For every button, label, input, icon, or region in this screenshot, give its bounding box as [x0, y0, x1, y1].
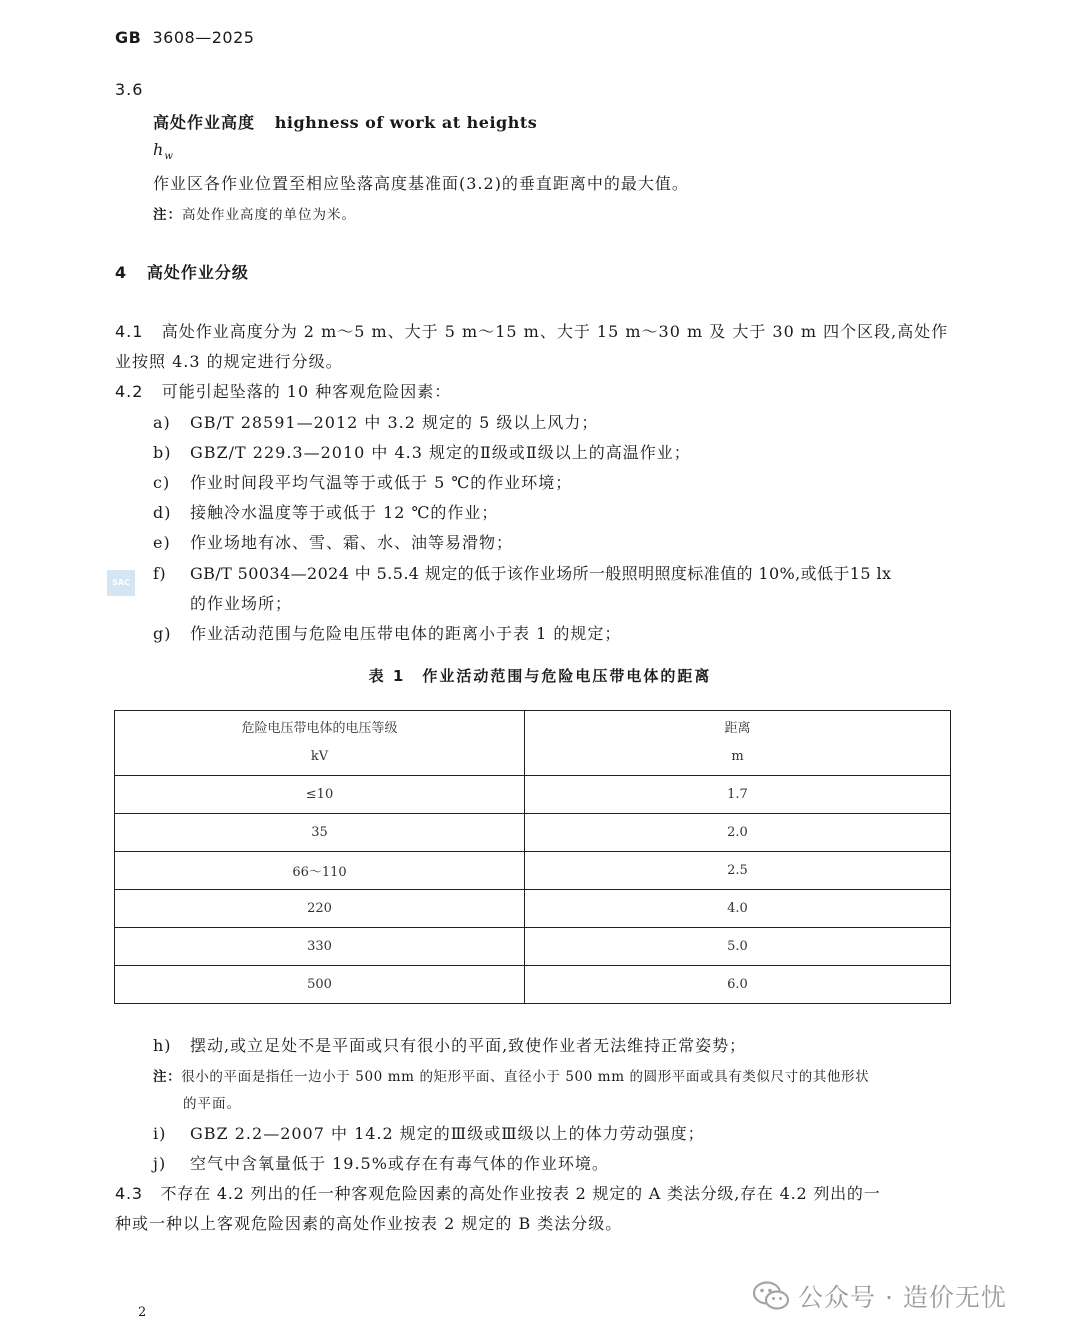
term-symbol: $h_w$ — [153, 140, 174, 163]
table-cell-distance: 6.0 — [525, 966, 951, 1004]
table-header-voltage: 危险电压带电体的电压等级 kV — [115, 711, 525, 776]
list-item-h: h) 摆动,或立足处不是平面或只有很小的平面,致使作业者无法维持正常姿势； — [153, 1036, 747, 1055]
table-row — [115, 966, 951, 1004]
table-cell-voltage: 35 — [115, 814, 525, 852]
table-cell-distance: 4.0 — [525, 890, 951, 928]
list-item-f-cont: 的作业场所； — [190, 594, 293, 613]
list-item-f: f) GB/T 50034—2024 中 5.5.4 规定的低于该作业场所一般照明照度标准值的 10%,或低于15 lx — [153, 564, 892, 583]
term-note: 注：高处作业高度的单位为米。 — [153, 207, 356, 223]
list-item-c: c) 作业时间段平均气温等于或低于 5 ℃的作业环境； — [153, 473, 573, 492]
table-row — [115, 852, 951, 890]
table-cell-voltage: 500 — [115, 966, 525, 1004]
table-cell-voltage: 330 — [115, 928, 525, 966]
item-h-note: 注：很小的平面是指任一边小于 500 mm 的矩形平面、直径小于 500 mm 的圆形平面或具有类似尺寸的其他形状 — [153, 1069, 870, 1085]
standard-number: GB 3608—2025 — [115, 28, 255, 47]
page-number: 2 — [138, 1305, 147, 1320]
table-cell-distance: 5.0 — [525, 928, 951, 966]
table-row — [115, 814, 951, 852]
wechat-icon — [752, 1280, 790, 1312]
table-cell-voltage: ≤10 — [115, 776, 525, 814]
term-en: highness of work at heights — [274, 113, 538, 132]
table-cell-distance: 2.0 — [525, 814, 951, 852]
table-row — [115, 776, 951, 814]
table-cell-distance: 1.7 — [525, 776, 951, 814]
clause-3-6-number: 3.6 — [115, 80, 144, 99]
term-definition: 作业区各作业位置至相应坠落高度基准面(3.2)的垂直距离中的最大值。 — [153, 174, 689, 193]
table-cell-voltage: 66～110 — [115, 852, 525, 890]
list-item-g: g) 作业活动范围与危险电压带电体的距离小于表 1 的规定； — [153, 624, 622, 643]
list-item-j: j) 空气中含氧量低于 19.5%或存在有毒气体的作业环境。 — [153, 1154, 609, 1173]
list-item-d: d) 接触冷水温度等于或低于 12 ℃的作业； — [153, 503, 499, 522]
table-caption: 表 1 作业活动范围与危险电压带电体的距离 — [368, 667, 712, 685]
clause-4-2-intro: 4.2 可能引起坠落的 10 种客观危险因素： — [115, 382, 452, 401]
table-row — [115, 890, 951, 928]
table-row — [115, 928, 951, 966]
term-heading — [153, 110, 537, 133]
clause-4-1-line2: 业按照 4.3 的规定进行分级。 — [115, 352, 343, 371]
clause-4-1-line1: 4.1 高处作业高度分为 2 m～5 m、大于 5 m～15 m、大于 15 m～30 m 及 大于 30 m 四个区段,高处作 — [115, 322, 949, 341]
wechat-watermark — [752, 1278, 1007, 1314]
table-header-distance: 距离 m — [525, 711, 951, 776]
clause-4-3-line1: 4.3 不存在 4.2 列出的任一种客观危险因素的高处作业按表 2 规定的 A 类法分级,存在 4.2 列出的一 — [115, 1184, 881, 1203]
table-cell-voltage: 220 — [115, 890, 525, 928]
list-item-a: a) GB/T 28591—2012 中 3.2 规定的 5 级以上风力； — [153, 413, 599, 432]
term-zh: 高处作业高度 — [153, 113, 256, 132]
item-h-note-cont: 的平面。 — [183, 1096, 241, 1112]
list-item-b: b) GBZ/T 229.3—2010 中 4.3 规定的Ⅱ级或Ⅱ级以上的高温作业； — [153, 443, 691, 462]
section-4-heading: 4 高处作业分级 — [115, 263, 249, 282]
clause-4-3-line2: 种或一种以上客观危险因素的高处作业按表 2 规定的 B 类法分级。 — [115, 1214, 623, 1233]
sac-logo-watermark: SAC — [107, 570, 135, 596]
watermark-text: 公众号 · 造价无忧 — [798, 1283, 1007, 1312]
table-header-row — [115, 711, 951, 776]
voltage-distance-table — [114, 710, 951, 1004]
table-cell-distance: 2.5 — [525, 852, 951, 890]
list-item-e: e) 作业场地有冰、雪、霜、水、油等易滑物； — [153, 533, 514, 552]
list-item-i: i) GBZ 2.2—2007 中 14.2 规定的Ⅲ级或Ⅲ级以上的体力劳动强度； — [153, 1124, 705, 1143]
